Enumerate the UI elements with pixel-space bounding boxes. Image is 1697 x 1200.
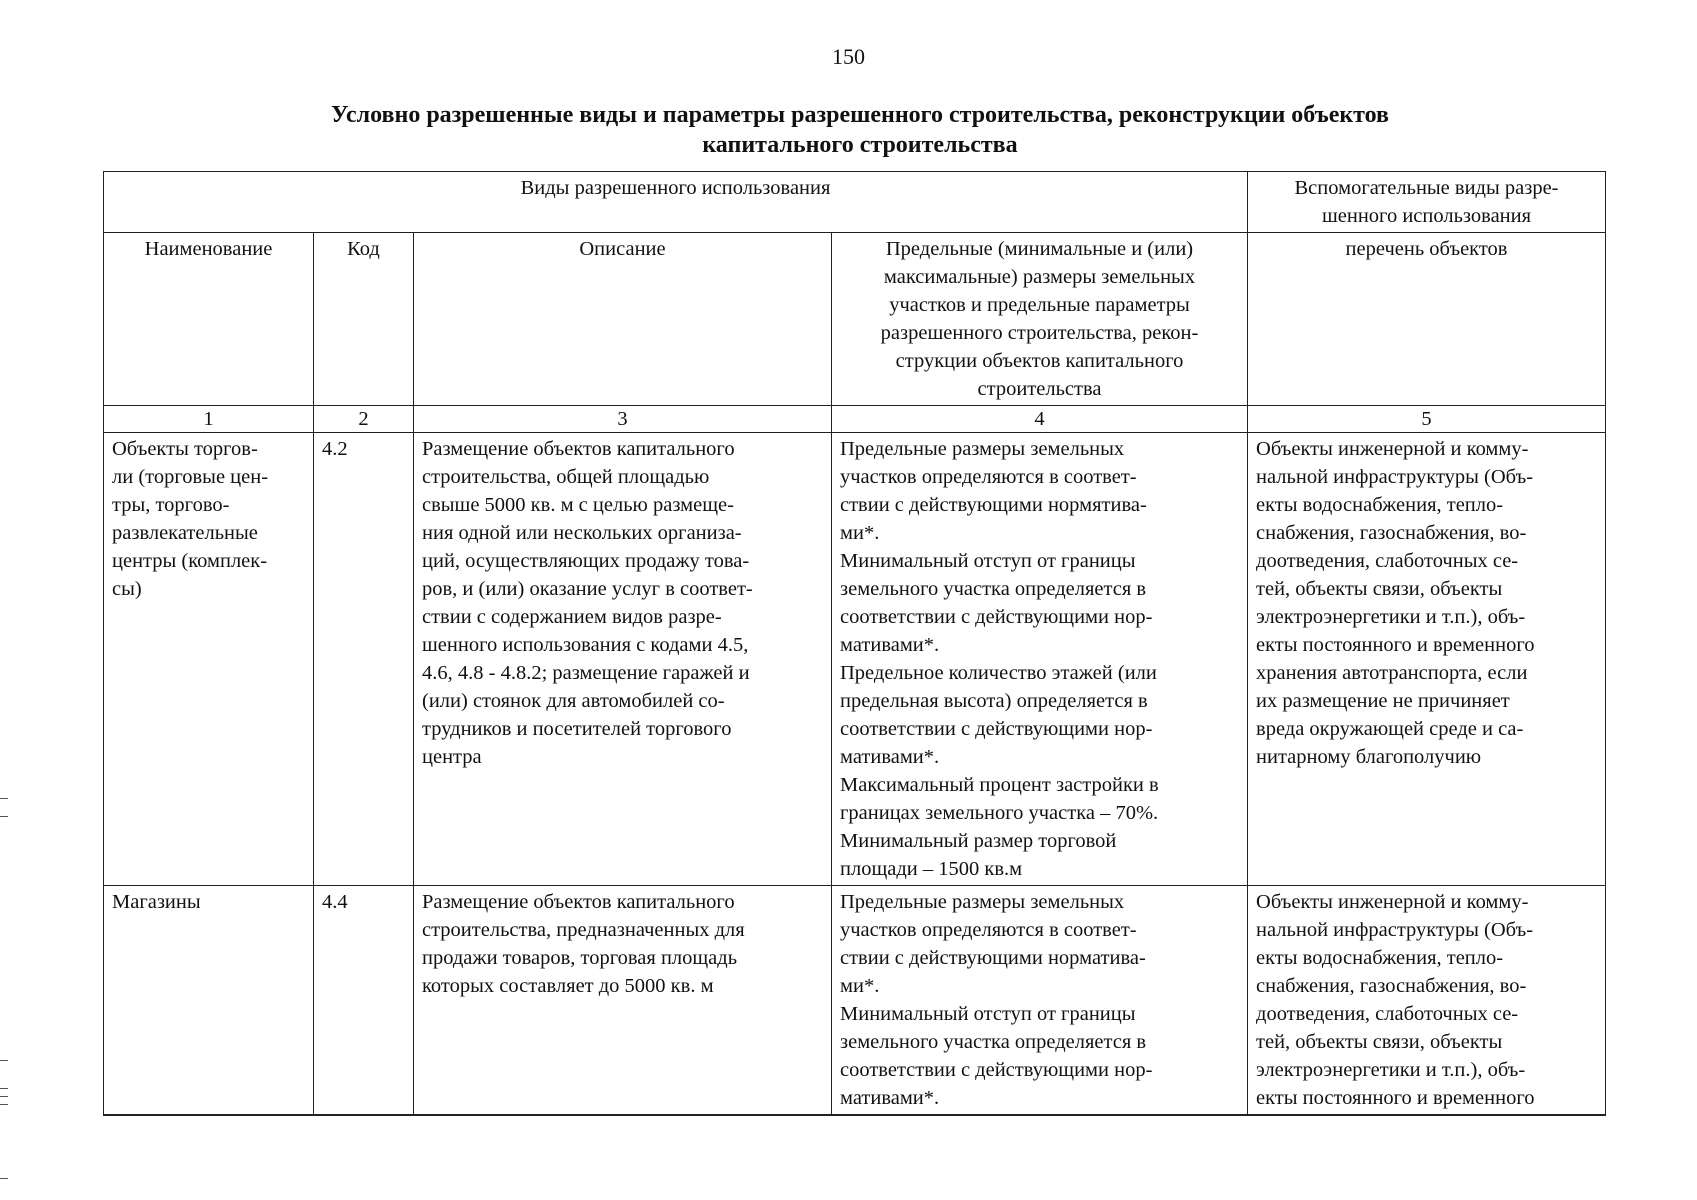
row-name-cell bbox=[104, 886, 314, 1116]
cell-text-line: тей, объекты связи, объекты bbox=[1256, 578, 1503, 600]
column-header-limits-line: струкции объектов капитального bbox=[895, 350, 1184, 372]
cell-text-line: участков определяются в соответ- bbox=[840, 919, 1137, 941]
row-description-cell bbox=[414, 886, 832, 1116]
scan-margin-mark bbox=[0, 1060, 8, 1061]
cell-text-line: хранения автотранспорта, если bbox=[1256, 662, 1528, 684]
cell-text-line: строительства, предназначенных для bbox=[422, 919, 745, 941]
cell-text-line: центры (комплек- bbox=[112, 550, 268, 572]
row-limits-cell bbox=[832, 433, 1248, 886]
cell-text-line: ми*. bbox=[840, 975, 880, 997]
cell-text-line: екты постоянного и временного bbox=[1256, 634, 1535, 656]
column-header-limits-line: Предельные (минимальные и (или) bbox=[885, 238, 1194, 260]
cell-text-line: тей, объекты связи, объекты bbox=[1256, 1031, 1503, 1053]
cell-text-line: Максимальный процент застройки в bbox=[840, 774, 1159, 796]
cell-text-line: ров, и (или) оказание услуг в соответ- bbox=[422, 578, 753, 600]
page-title-line-1: Условно разрешенные виды и параметры разрешенного строительства, реконструкции объектов bbox=[330, 102, 1390, 128]
cell-text-line: екты постоянного и временного bbox=[1256, 1087, 1535, 1109]
page-title-line-2: капитального строительства bbox=[702, 132, 1018, 158]
column-number: 1 bbox=[104, 406, 314, 433]
cell-text-line: свыше 5000 кв. м с целью размеще- bbox=[422, 494, 734, 516]
cell-text-line: нальной инфраструктуры (Объ- bbox=[1256, 466, 1534, 488]
cell-text-line: ми*. bbox=[840, 522, 880, 544]
cell-text-line: Объекты инженерной и комму- bbox=[1256, 438, 1529, 460]
cell-text-line: сы) bbox=[112, 578, 142, 600]
cell-text-line: екты водоснабжения, тепло- bbox=[1256, 947, 1504, 969]
cell-text-line: снабжения, газоснабжения, во- bbox=[1256, 975, 1527, 997]
cell-text-line: нальной инфраструктуры (Объ- bbox=[1256, 919, 1534, 941]
cell-text-line: участков определяются в соответ- bbox=[840, 466, 1137, 488]
cell-text-line: Предельные размеры земельных bbox=[840, 891, 1125, 913]
column-header-description: Описание bbox=[414, 233, 832, 406]
cell-text-line: которых составляет до 5000 кв. м bbox=[422, 975, 714, 997]
permitted-use-table bbox=[103, 171, 1606, 1116]
column-header-code: Код bbox=[314, 233, 414, 406]
cell-text-line: мативами*. bbox=[840, 1087, 940, 1109]
cell-text-line: соответствии с действующими нор- bbox=[840, 718, 1153, 740]
column-header-limits bbox=[832, 233, 1248, 406]
cell-text-line: Размещение объектов капитального bbox=[422, 438, 735, 460]
column-header-objects: перечень объектов bbox=[1248, 233, 1606, 406]
cell-text-line: снабжения, газоснабжения, во- bbox=[1256, 522, 1527, 544]
cell-text-line: Предельное количество этажей (или bbox=[840, 662, 1157, 684]
cell-text-line: ствии с действующими норматива- bbox=[840, 947, 1146, 969]
cell-text-line: Магазины bbox=[112, 891, 201, 913]
row-code-cell: 4.4 bbox=[314, 886, 414, 1116]
cell-text-line: доотведения, слаботочных се- bbox=[1256, 550, 1519, 572]
cell-text-line: (или) стоянок для автомобилей со- bbox=[422, 690, 725, 712]
column-number: 4 bbox=[832, 406, 1248, 433]
cell-text-line: их размещение не причиняет bbox=[1256, 690, 1510, 712]
cell-text-line: шенного использования с кодами 4.5, bbox=[422, 634, 749, 656]
column-number: 2 bbox=[314, 406, 414, 433]
cell-text-line: ций, осуществляющих продажу това- bbox=[422, 550, 750, 572]
aux-header-cell bbox=[1248, 172, 1606, 233]
aux-header-line: Вспомогательные виды разре- bbox=[1294, 177, 1559, 199]
cell-text-line: екты водоснабжения, тепло- bbox=[1256, 494, 1504, 516]
scan-margin-mark bbox=[0, 816, 8, 817]
cell-text-line: Минимальный размер торговой bbox=[840, 830, 1117, 852]
cell-text-line: вреда окружающей среде и са- bbox=[1256, 718, 1524, 740]
group-header-cell bbox=[104, 172, 1248, 233]
cell-text-line: Объекты инженерной и комму- bbox=[1256, 891, 1529, 913]
row-objects-cell bbox=[1248, 886, 1606, 1116]
cell-text-line: Размещение объектов капитального bbox=[422, 891, 735, 913]
cell-text-line: соответствии с действующими нор- bbox=[840, 606, 1153, 628]
cell-text-line: ствии с действующими нормятива- bbox=[840, 494, 1147, 516]
cell-text-line: строительства, общей площадью bbox=[422, 466, 710, 488]
cell-text-line: соответствии с действующими нор- bbox=[840, 1059, 1153, 1081]
cell-text-line: Предельные размеры земельных bbox=[840, 438, 1125, 460]
cell-text-line: предельная высота) определяется в bbox=[840, 690, 1148, 712]
cell-text-line: трудников и посетителей торгового bbox=[422, 718, 732, 740]
aux-header-line: шенного использования bbox=[1321, 205, 1532, 227]
cell-text-line: мативами*. bbox=[840, 634, 940, 656]
cell-text-line: земельного участка определяется в bbox=[840, 1031, 1147, 1053]
cell-text-line: нитарному благополучию bbox=[1256, 746, 1482, 768]
row-limits-cell bbox=[832, 886, 1248, 1116]
table-row bbox=[104, 433, 1606, 886]
cell-text-line: земельного участка определяется в bbox=[840, 578, 1147, 600]
cell-text-line: ния одной или нескольких организа- bbox=[422, 522, 742, 544]
cell-text-line: развлекательные bbox=[112, 522, 258, 544]
cell-text-line: электроэнергетики и т.п.), объ- bbox=[1256, 606, 1526, 628]
cell-text-line: продажи товаров, торговая площадь bbox=[422, 947, 738, 969]
scan-margin-mark bbox=[0, 1178, 8, 1179]
scan-margin-mark bbox=[0, 1104, 8, 1105]
cell-text-line: 4.6, 4.8 - 4.8.2; размещение гаражей и bbox=[422, 662, 750, 684]
cell-text-line: границах земельного участка – 70%. bbox=[840, 802, 1159, 824]
column-header-limits-line: максимальные) размеры земельных bbox=[883, 266, 1196, 288]
column-header-limits-line: участков и предельные параметры bbox=[889, 294, 1190, 316]
cell-text-line: ствии с содержанием видов разре- bbox=[422, 606, 722, 628]
column-header-limits-line: разрешенного строительства, рекон- bbox=[880, 322, 1199, 344]
table-row bbox=[104, 886, 1606, 1116]
cell-text-line: ли (торговые цен- bbox=[112, 466, 269, 488]
column-number: 3 bbox=[414, 406, 832, 433]
cell-text-line: центра bbox=[422, 746, 482, 768]
cell-text-line: доотведения, слаботочных се- bbox=[1256, 1003, 1519, 1025]
scan-margin-mark bbox=[0, 798, 8, 799]
cell-text-line: электроэнергетики и т.п.), объ- bbox=[1256, 1059, 1526, 1081]
column-number: 5 bbox=[1248, 406, 1606, 433]
cell-text-line: Объекты торгов- bbox=[112, 438, 258, 460]
row-description-cell bbox=[414, 433, 832, 886]
row-objects-cell bbox=[1248, 433, 1606, 886]
column-header-name: Наименование bbox=[104, 233, 314, 406]
cell-text-line: мативами*. bbox=[840, 746, 940, 768]
group-header: Виды разрешенного использования bbox=[520, 177, 831, 199]
cell-text-line: площади – 1500 кв.м bbox=[840, 858, 1023, 880]
cell-text-line: Минимальный отступ от границы bbox=[840, 1003, 1136, 1025]
row-code-cell: 4.2 bbox=[314, 433, 414, 886]
page-number: 150 bbox=[832, 44, 865, 69]
cell-text-line: тры, торгово- bbox=[112, 494, 230, 516]
column-header-limits-line: строительства bbox=[977, 378, 1102, 400]
cell-text-line: Минимальный отступ от границы bbox=[840, 550, 1136, 572]
row-name-cell bbox=[104, 433, 314, 886]
page-title bbox=[100, 100, 1620, 160]
scan-margin-mark bbox=[0, 1096, 8, 1097]
scan-margin-mark bbox=[0, 1088, 8, 1089]
